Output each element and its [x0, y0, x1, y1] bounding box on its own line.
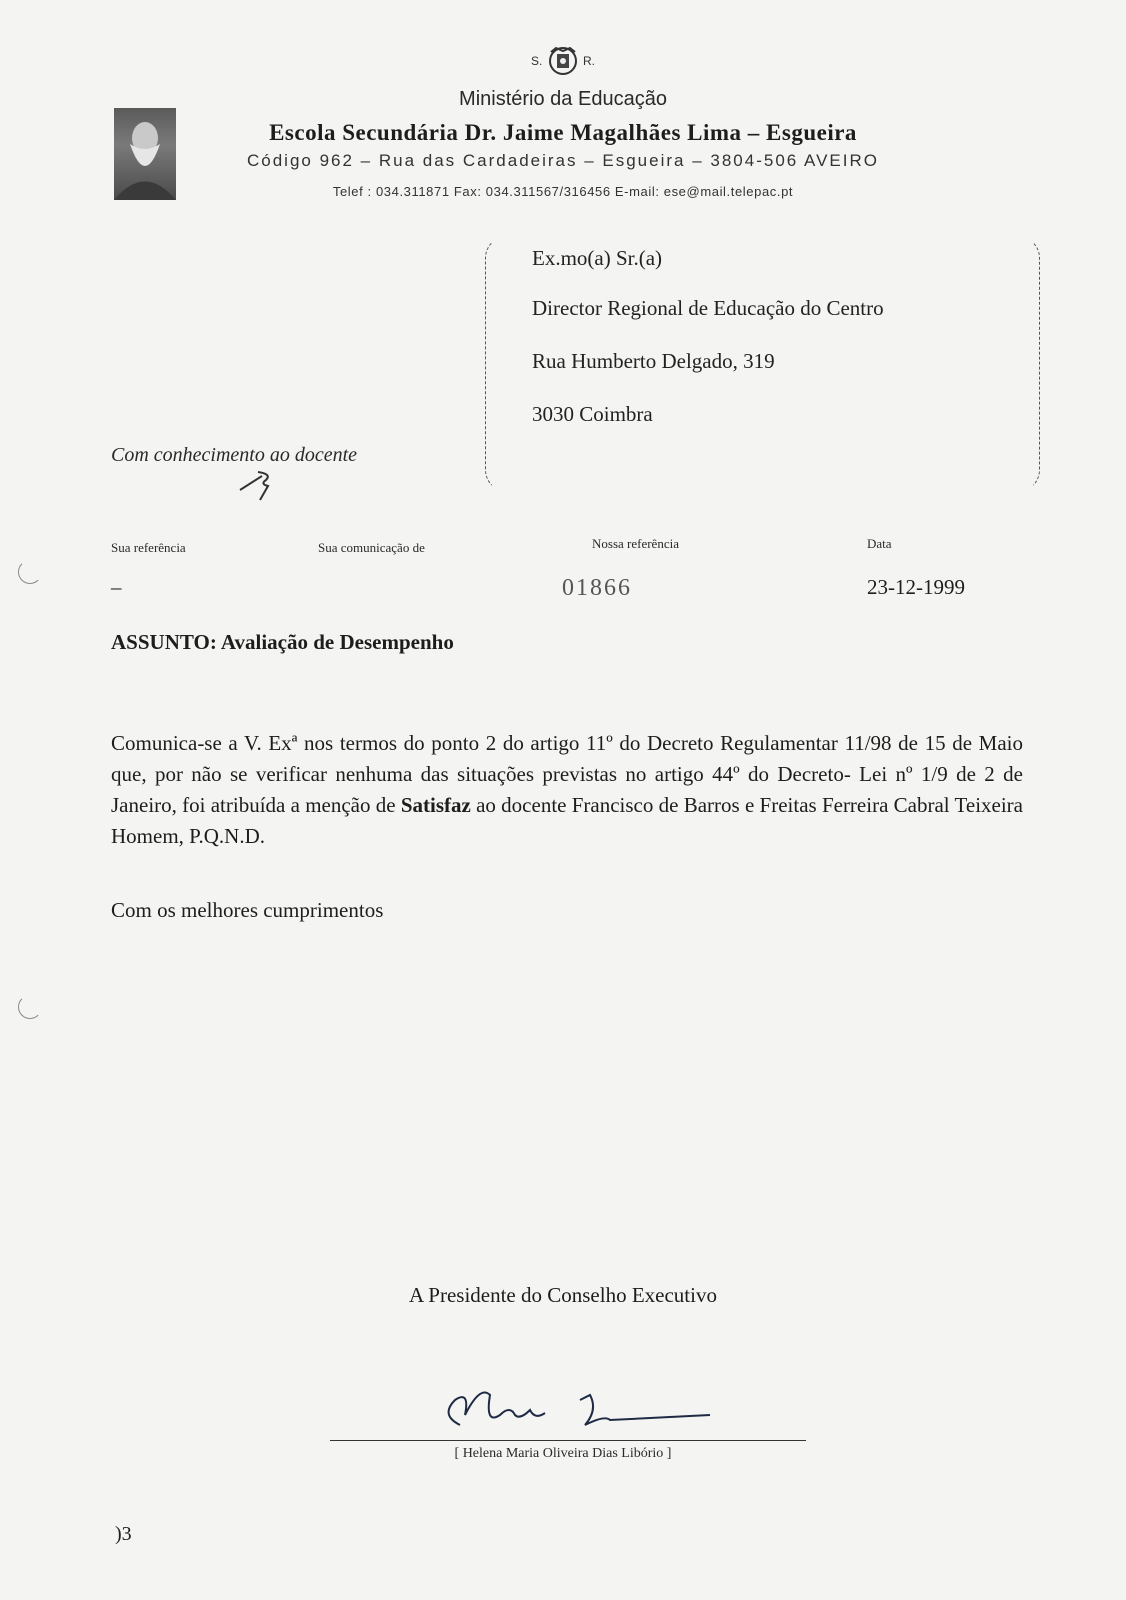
punch-hole-mark	[18, 995, 42, 1019]
crest-left-letter: S.	[530, 54, 543, 68]
body-paragraph	[111, 728, 1023, 852]
school-contacts: Telef : 034.311871 Fax: 034.311567/316456 E-mail: ese@mail.telepac.pt	[332, 184, 794, 199]
sua-comunicacao-label: Sua comunicação de	[318, 540, 425, 555]
signatory-role: A Presidente do Conselho Executivo	[409, 1283, 717, 1307]
recipient-salutation: Ex.mo(a) Sr.(a)	[532, 246, 663, 270]
coat-of-arms-icon	[546, 44, 580, 78]
closing-line: Com os melhores cumprimentos	[111, 898, 384, 922]
document-date: 23-12-1999	[867, 575, 965, 599]
recipient-street: Rua Humberto Delgado, 319	[532, 349, 775, 373]
crest	[0, 44, 1126, 78]
body-text-start: Comunica-se a V. Exª nos termos do ponto 2 do artigo 11º do Decreto Regulamentar 11/98 de 15 de Maio que, por não se verificar nenhuma das situações previstas no artigo 44º do Decreto- Lei nº 1/9 de 2 de Janeiro, foi atribuída a menção de	[111, 731, 1023, 817]
subject-text: Avaliação de Desempenho	[220, 630, 454, 654]
recipient-title: Director Regional de Educação do Centro	[532, 296, 884, 320]
nossa-referencia-label: Nossa referência	[592, 536, 679, 551]
school-address: Código 962 – Rua das Cardadeiras – Esgueira – 3804-506 AVEIRO	[246, 151, 879, 170]
sua-referencia-label: Sua referência	[111, 540, 186, 555]
data-label: Data	[867, 536, 892, 551]
page-mark: )3	[115, 1523, 132, 1545]
conhecimento-note: Com conhecimento ao docente	[111, 444, 358, 466]
ministry-name: Ministério da Educação	[459, 88, 667, 110]
handwritten-signature	[420, 1385, 720, 1445]
school-name: Escola Secundária Dr. Jaime Magalhães Lima – Esgueira	[269, 120, 857, 145]
crest-right-letter: R.	[583, 54, 596, 68]
handwritten-initial-mark	[232, 466, 282, 506]
subject-label: ASSUNTO:	[111, 630, 217, 654]
subject-line	[111, 630, 454, 655]
sua-referencia-value: –	[111, 575, 122, 599]
signature-line	[330, 1440, 806, 1441]
body-text-bold-mention: Satisfaz	[400, 793, 471, 817]
body-text-end: ao docente Francisco de Barros e Freitas Ferreira Cabral Teixeira Homem, P.Q.N.D.	[111, 793, 1023, 848]
recipient-city: 3030 Coimbra	[532, 402, 653, 426]
signatory-name: [ Helena Maria Oliveira Dias Libório ]	[454, 1446, 672, 1461]
punch-hole-mark	[18, 560, 42, 584]
nossa-referencia-stamp: 01866	[562, 575, 632, 601]
